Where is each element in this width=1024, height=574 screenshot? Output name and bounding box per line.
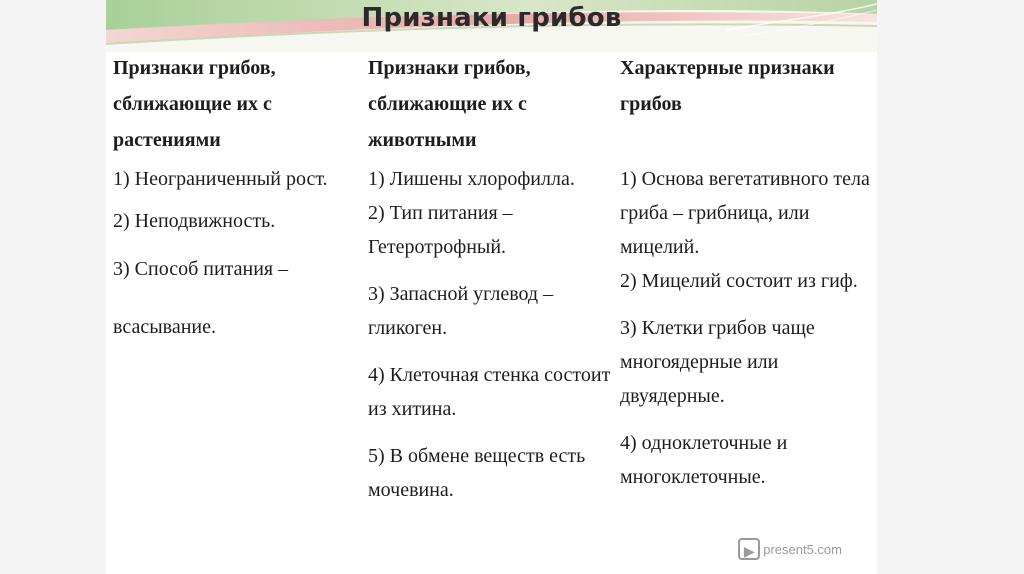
list-item: 5) В обмене веществ есть мочевина. [368,445,586,501]
column-header: Признаки грибов, сближающие их с животными [368,57,531,151]
list-item: 1) Лишены хлорофилла. [368,168,575,190]
column-plants [113,50,358,364]
column-characteristic [620,50,870,507]
watermark-text: present5.com [763,541,842,557]
list-item: 2) Мицелий состоит из гиф. [620,270,858,292]
list-item: 2) Неподвижность. [113,210,276,232]
list-item: 3) Клетки грибов чаще многоядерные или двуядерные. [620,317,815,407]
column-header: Характерные признаки грибов [620,57,835,115]
list-item: 1) Неограниченный рост. [113,168,328,190]
list-item: 4) Клеточная стенка состоит из хитина. [368,364,611,420]
right-margin [877,0,1024,574]
left-margin [0,0,106,574]
slideshow-icon: ▶ [738,538,760,560]
list-item: 3) Способ питания – всасывание. [113,258,289,338]
slide [106,0,877,574]
list-item: 3) Запасной углевод – гликоген. [368,283,554,339]
list-item: 4) одноклеточные и многоклеточные. [620,432,788,488]
list-item: 1) Основа вегетативного тела гриба – грибница, или мицелий. [620,168,870,258]
slide-title: Признаки грибов [361,3,622,33]
list-item: 2) Тип питания – Гетеротрофный. [368,202,513,258]
watermark [738,538,842,560]
column-animals [368,50,618,520]
column-header: Признаки грибов, сближающие их с растениями [113,57,276,151]
